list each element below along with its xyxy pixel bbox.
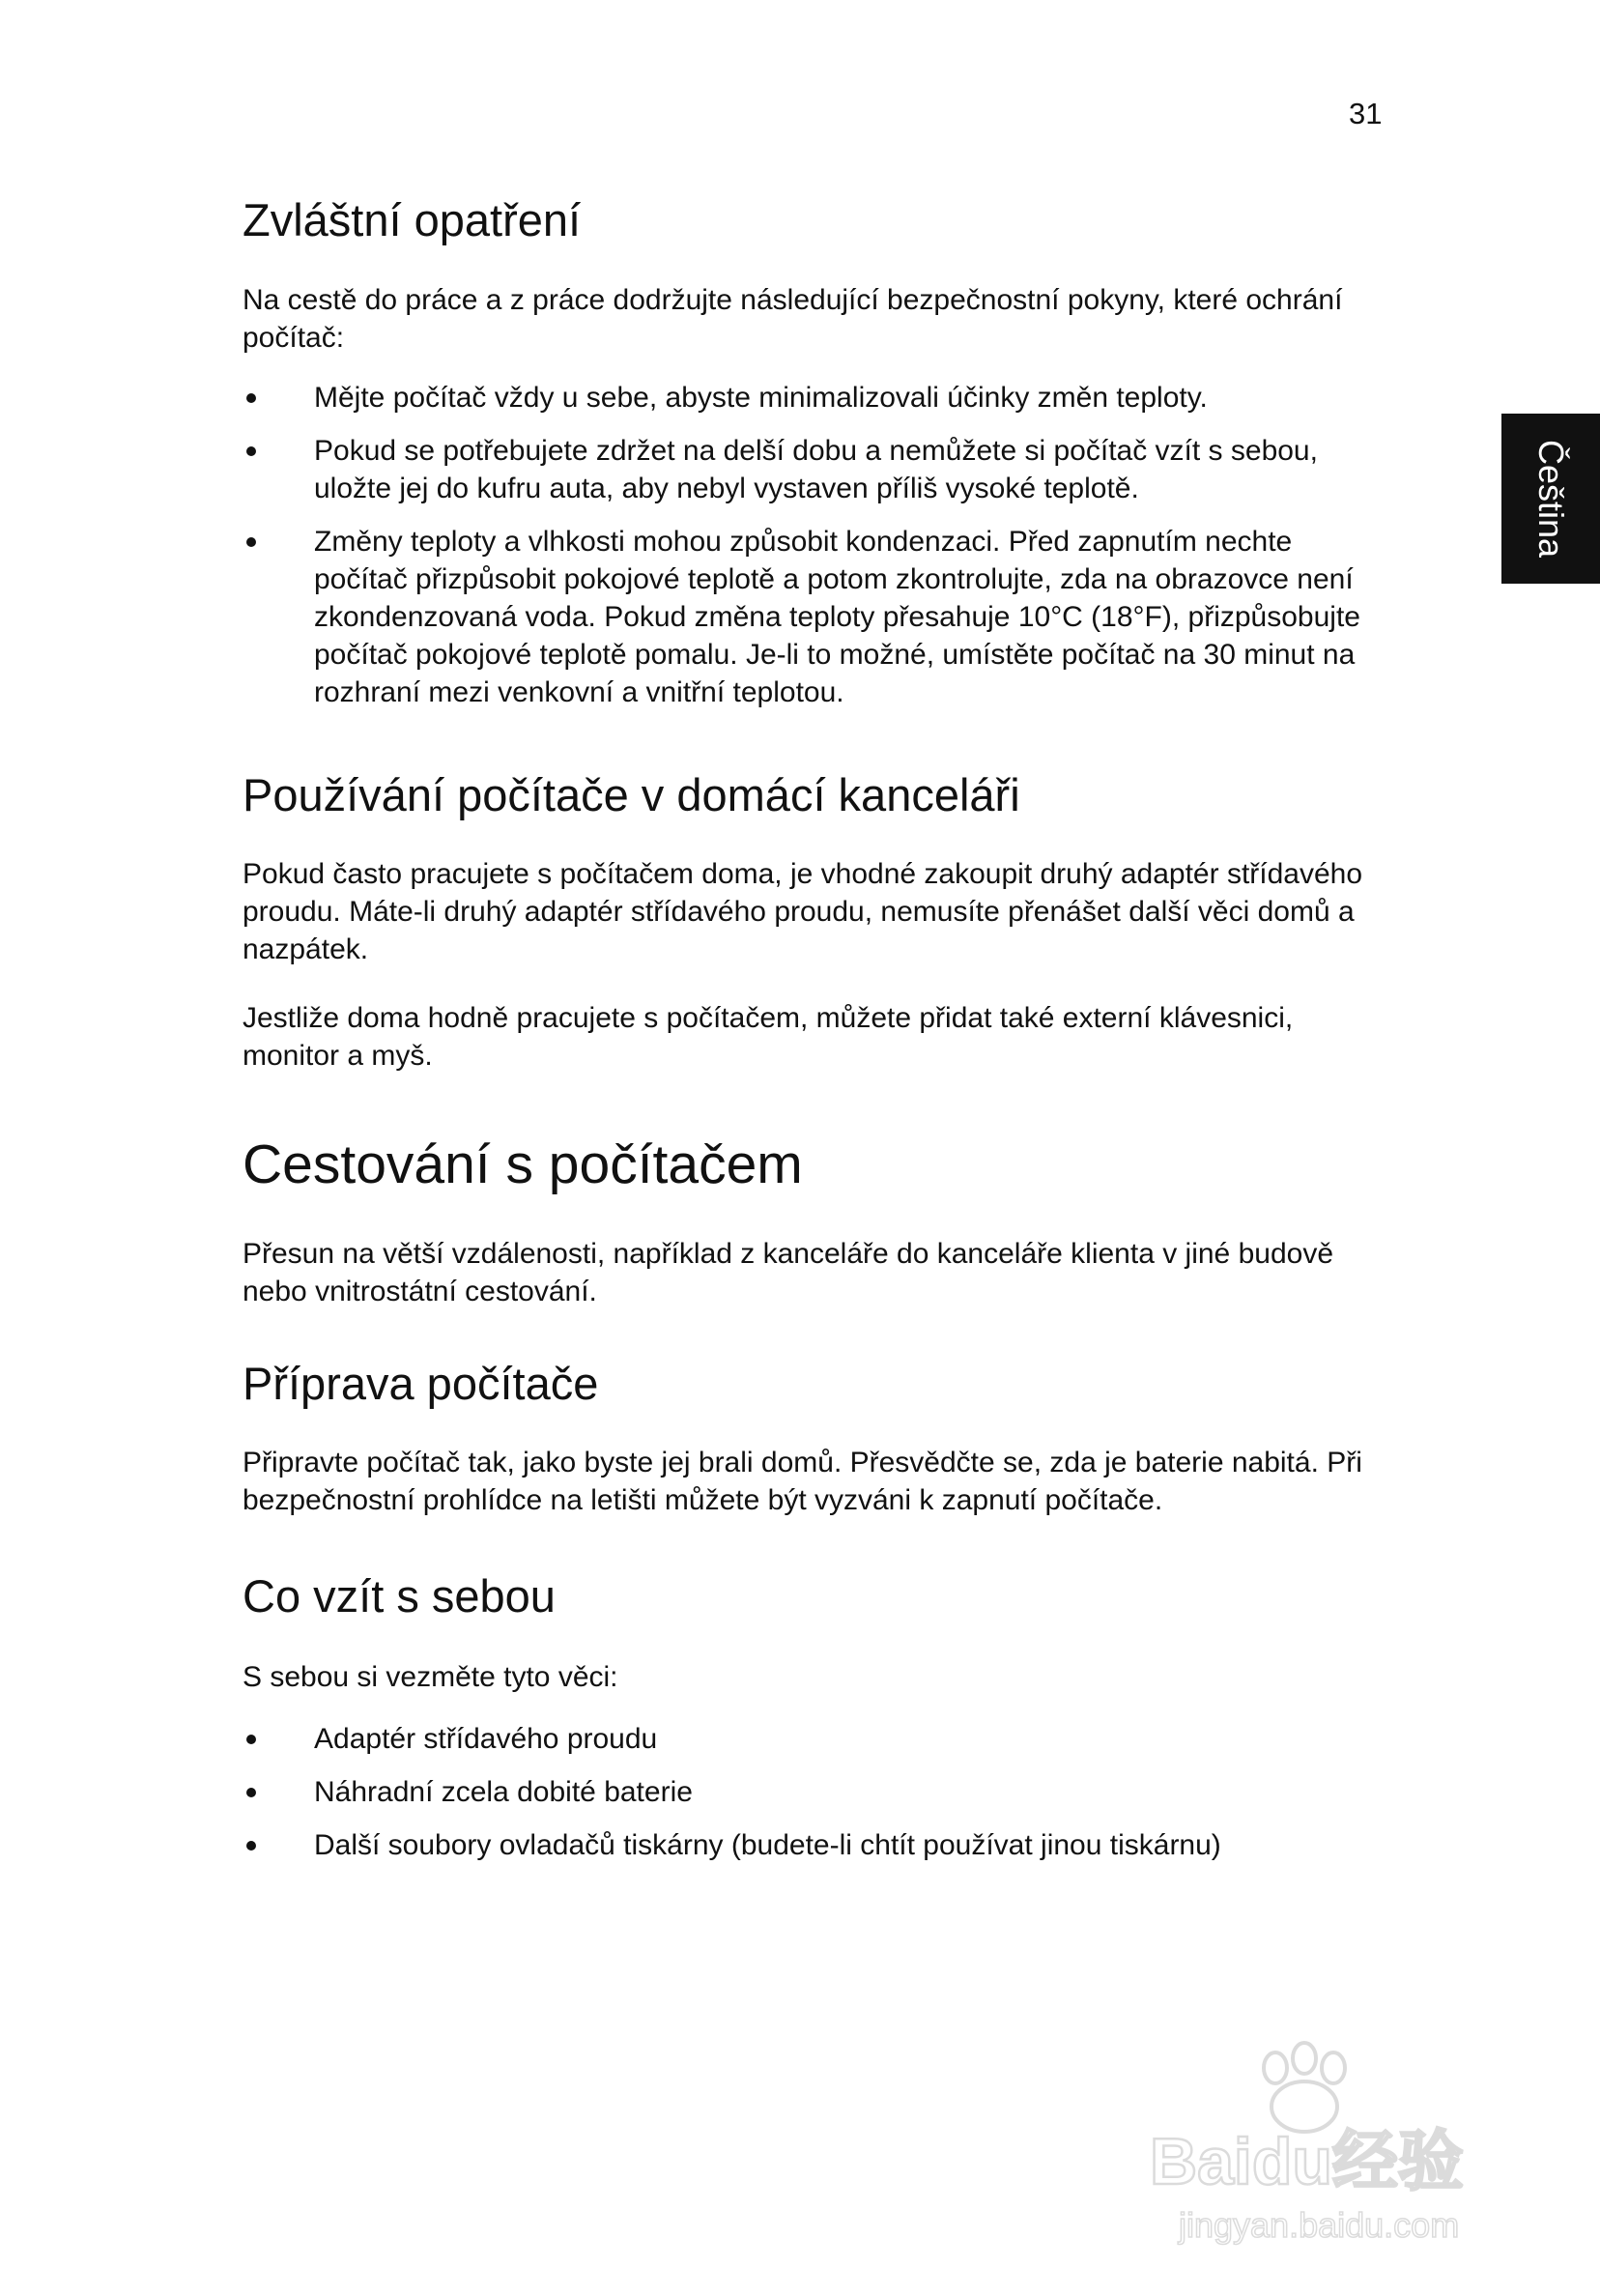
section-intro: Na cestě do práce a z práce dodržujte následující bezpečnostní pokyny, které ochrání počítač: xyxy=(243,284,1343,354)
paragraph: Připravte počítač tak, jako byste jej brali domů. Přesvědčte se, zda je baterie nabitá. Při bezpečnostní prohlídce na letišti můžete být vyzváni k zapnutí počítače. xyxy=(243,1447,1362,1516)
watermark-brand: Baidu经验 xyxy=(1150,2125,1464,2198)
baidu-watermark-logo xyxy=(1130,2029,1517,2252)
paragraph: Přesun na větší vzdálenosti, například z kanceláře do kanceláře klienta v jiné budově nebo vnitrostátní cestování. xyxy=(243,1238,1333,1307)
section-title-prepare-computer: Příprava počítače xyxy=(243,1358,599,1409)
section-title-home-office: Používání počítače v domácí kanceláři xyxy=(243,769,1020,820)
list-item: Adaptér střídavého proudu xyxy=(243,1720,1383,1758)
list-item: Náhradní zcela dobité baterie xyxy=(243,1773,1383,1811)
paragraph: Pokud často pracujete s počítačem doma, je vhodné zakoupit druhý adaptér střídavého proudu. Máte-li druhý adaptér střídavého proudu, nemusíte přenášet další věci domů a nazpátek. xyxy=(243,858,1363,965)
precautions-list xyxy=(243,379,1383,711)
list-item: Další soubory ovladačů tiskárny (budete-li chtít používat jinou tiskárnu) xyxy=(243,1826,1383,1864)
chapter-title-travelling: Cestování s počítačem xyxy=(243,1134,803,1195)
section-title-what-to-take: Co vzít s sebou xyxy=(243,1570,556,1622)
list-item: Změny teploty a vlhkosti mohou způsobit kondenzaci. Před zapnutím nechte počítač přizpůsobit pokojové teplotě a potom zkontrolujte, zda na obrazovce není zkondenzovaná voda. Pokud změna teploty přesahuje 10°C (18°F), přizpůsobujte počítač pokojové teplotě pomalu. Je-li to možné, umístěte počítač na 30 minut na rozhraní mezi venkovní a vnitřní teplotou. xyxy=(243,523,1383,711)
list-item: Mějte počítač vždy u sebe, abyste minimalizovali účinky změn teploty. xyxy=(243,379,1383,416)
take-along-list xyxy=(243,1720,1383,1864)
list-item: Pokud se potřebujete zdržet na delší dobu a nemůžete si počítač vzít s sebou, uložte jej do kufru auta, aby nebyl vystaven příliš vysoké teplotě. xyxy=(243,432,1383,507)
section-intro: S sebou si vezměte tyto věci: xyxy=(243,1661,618,1693)
watermark-url: jingyan.baidu.com xyxy=(1179,2205,1460,2245)
paw-icon xyxy=(1264,2052,1287,2083)
page-number: 31 xyxy=(1349,97,1383,130)
paragraph: Jestliže doma hodně pracujete s počítačem, můžete přidat také externí klávesnici, monitor a myš. xyxy=(243,1002,1294,1072)
section-title-special-precautions: Zvláštní opatření xyxy=(243,194,582,245)
language-tab-label: Čeština xyxy=(1531,439,1571,559)
language-tab xyxy=(1501,414,1600,584)
